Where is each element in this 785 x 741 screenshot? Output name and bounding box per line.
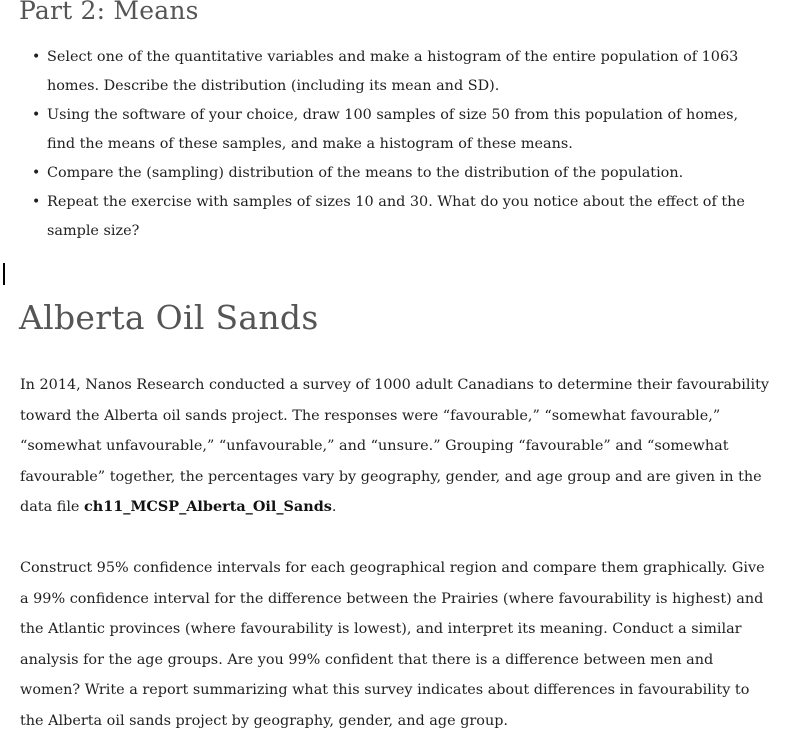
bullet-text: Repeat the exercise with samples of sizes 10 and 30. What do you notice about the effect of the sample size? xyxy=(47,194,745,239)
instructions-paragraph: Construct 95% confidence intervals for each geographical region and compare them graphically. Give a 99% confidence interval for the difference between the Prairies (where favourability is highest) and the Atlantic provinces (where favourability is lowest), and interpret its meaning. Conduct a similar analysis for the age groups. Are you 99% confident that there is a difference between men and women? Write a report summarizing what this survey indicates about differences in favourability to the Alberta oil sands project by geography, gender, and age group. xyxy=(20,560,765,729)
paragraph-end-punctuation: . xyxy=(331,499,337,515)
bullet-item xyxy=(28,188,758,246)
part-2-heading: Part 2: Means xyxy=(19,0,199,25)
alberta-oil-sands-heading: Alberta Oil Sands xyxy=(19,298,319,337)
bullet-item xyxy=(28,101,758,159)
bullet-marker: • xyxy=(32,165,41,181)
bullet-marker: • xyxy=(32,49,41,65)
survey-description-text: In 2014, Nanos Research conducted a survey of 1000 adult Canadians to determine their favourability toward the Alberta oil sands project. The responses were “favourable,” “somewhat favourable,” “somewhat unfavourable,” “unfavourable,” and “unsure.” Grouping “favourable” and “somewhat favourable” together, the percentages vary by geography, gender, and age group and are given in the data file xyxy=(20,377,769,515)
part-2-bullet-list xyxy=(28,43,758,246)
bullet-text: Using the software of your choice, draw 100 samples of size 50 from this population of homes, find the means of these samples, and make a histogram of these means. xyxy=(47,107,739,152)
bullet-marker: • xyxy=(32,194,41,210)
bullet-item xyxy=(28,43,758,101)
text-cursor xyxy=(3,263,5,285)
bullet-marker: • xyxy=(32,107,41,123)
data-file-name: ch11_MCSP_Alberta_Oil_Sands xyxy=(84,498,332,515)
bullet-text: Compare the (sampling) distribution of the means to the distribution of the population. xyxy=(47,165,684,181)
bullet-item xyxy=(28,159,758,188)
bullet-text: Select one of the quantitative variables and make a histogram of the entire population of 1063 homes. Describe the distribution (including its mean and SD). xyxy=(47,49,739,94)
survey-description-paragraph xyxy=(20,370,770,523)
